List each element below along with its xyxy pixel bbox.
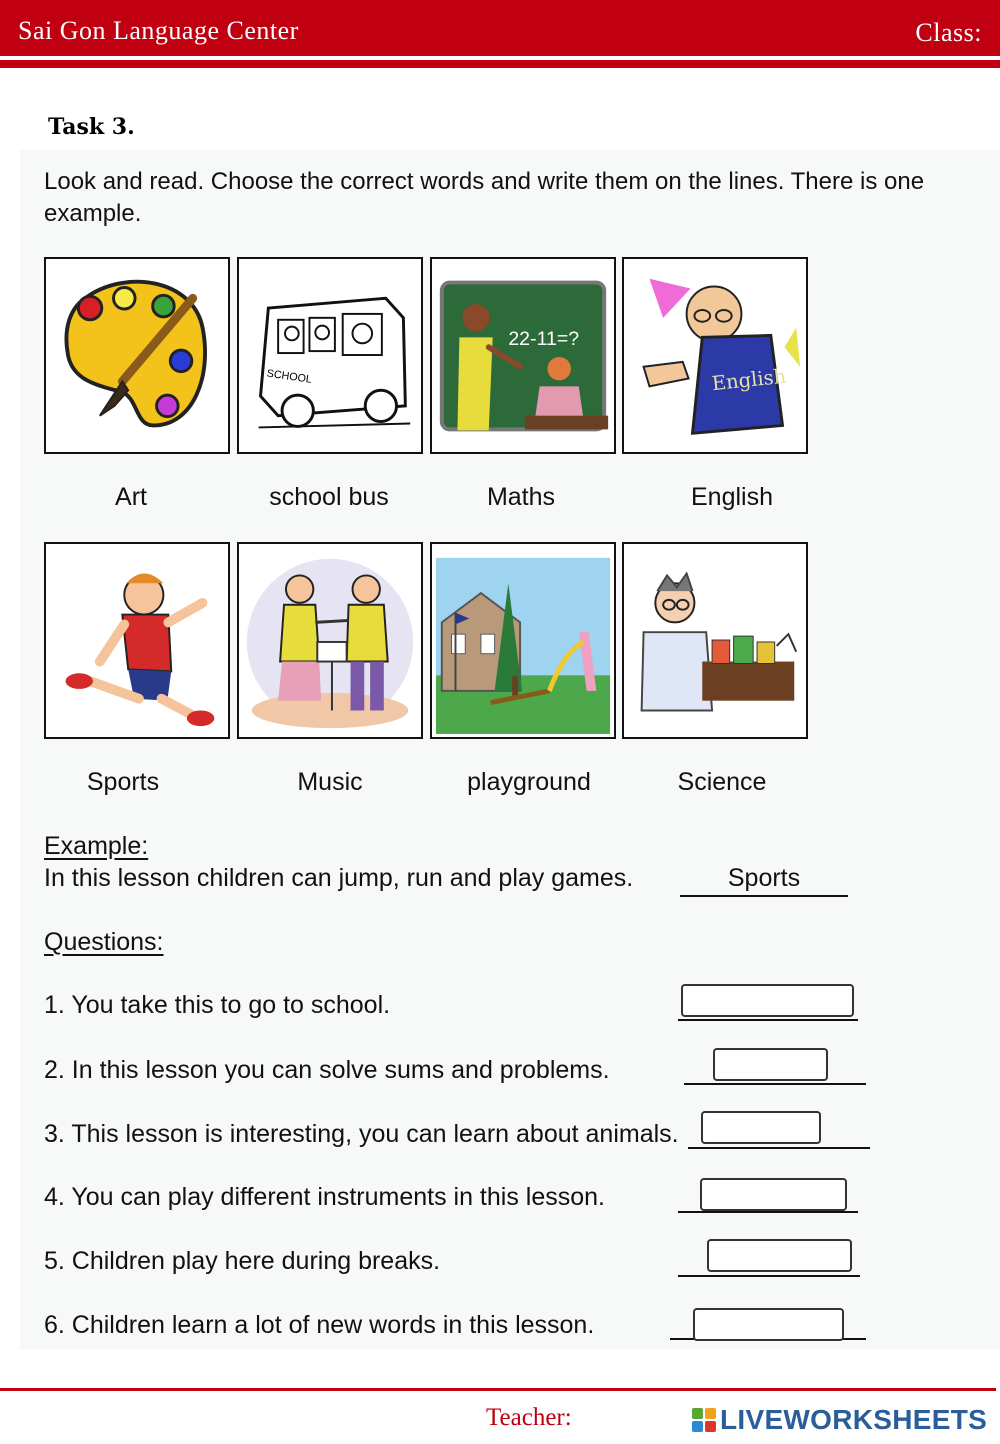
example-answer: Sports	[680, 864, 848, 897]
brand-name: LIVEWORKSHEETS	[720, 1404, 988, 1435]
palette-icon	[46, 259, 228, 452]
answer-input-2[interactable]	[713, 1048, 828, 1081]
label-music: Music	[297, 768, 363, 796]
questions-title: Questions:	[44, 928, 164, 956]
question-1: 1. You take this to go to school.	[44, 991, 391, 1019]
footer-divider	[0, 1388, 996, 1391]
english-book-icon	[624, 259, 806, 452]
center-name: Sai Gon Language Center	[18, 16, 299, 45]
playground-icon	[432, 544, 614, 737]
answer-input-4[interactable]	[700, 1178, 847, 1211]
answer-input-5[interactable]	[707, 1239, 852, 1272]
label-science: Science	[677, 768, 767, 796]
label-english: English	[691, 483, 773, 511]
answer-line-4	[678, 1211, 858, 1213]
school-bus-icon	[239, 259, 421, 452]
answer-line-2	[684, 1083, 866, 1085]
teacher-blackboard-icon	[432, 259, 614, 452]
musicians-icon	[239, 544, 421, 737]
question-3: 3. This lesson is interesting, you can learn about animals.	[44, 1120, 679, 1148]
sports-picture	[44, 542, 230, 739]
task-title: Task 3.	[48, 114, 135, 140]
header-divider	[0, 60, 1000, 68]
instructions: Look and read. Choose the correct words and write them on the lines. There is one example.	[44, 168, 925, 227]
example-text: In this lesson children can jump, run and play games.	[44, 864, 634, 892]
school-bus-picture	[237, 257, 423, 454]
header-bar	[0, 0, 1000, 56]
label-playground: playground	[467, 768, 591, 796]
music-picture	[237, 542, 423, 739]
art-picture	[44, 257, 230, 454]
teacher-label: Teacher:	[486, 1404, 572, 1431]
liveworksheets-logo	[692, 1404, 987, 1436]
book-word: English	[710, 364, 788, 396]
label-maths: Maths	[486, 483, 556, 511]
label-art: Art	[115, 483, 147, 511]
label-school-bus: school bus	[269, 483, 389, 511]
answer-line-5	[678, 1275, 860, 1277]
playground-picture	[430, 542, 616, 739]
question-2: 2. In this lesson you can solve sums and problems.	[44, 1056, 610, 1084]
example-title: Example:	[44, 832, 149, 860]
running-boy-icon	[46, 544, 228, 737]
scientist-icon	[624, 544, 806, 737]
english-picture	[622, 257, 808, 454]
class-label: Class:	[915, 18, 982, 47]
question-5: 5. Children play here during breaks.	[44, 1247, 441, 1275]
maths-picture	[430, 257, 616, 454]
label-sports: Sports	[86, 768, 160, 796]
science-picture	[622, 542, 808, 739]
answer-line-1	[678, 1019, 858, 1021]
answer-input-3[interactable]	[701, 1111, 821, 1144]
question-6: 6. Children learn a lot of new words in this lesson.	[44, 1311, 595, 1339]
question-4: 4. You can play different instruments in this lesson.	[44, 1183, 605, 1211]
liveworksheets-logo-icon	[692, 1408, 716, 1432]
answer-input-6[interactable]	[693, 1308, 844, 1341]
board-sum: 22-11=?	[508, 328, 580, 351]
answer-input-1[interactable]	[681, 984, 854, 1017]
bus-sign: SCHOOL	[265, 367, 313, 386]
answer-line-3	[688, 1147, 870, 1149]
